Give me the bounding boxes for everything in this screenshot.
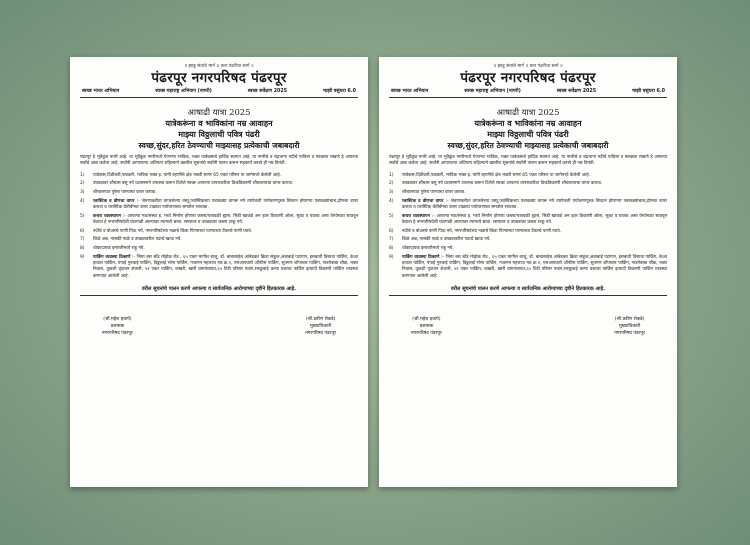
signatory-role: प्रशासक bbox=[110, 323, 125, 329]
list-item bbox=[389, 199, 667, 212]
item-text: :- जेवणाकरीता वापरलेल्या वस्तू,प्लास्टिकच्या पत्रावळ्या वापरू नये त्याऐवजी पर्यावरणपूरक विघटन होणाऱ्या पत्रावळ्यांचाच,द्रोणचा वापर करावा व प्लास्टिक कॅरीबॅगचा वापर टाळावा पर्यावरणाचा समतोल साधावा. bbox=[402, 198, 667, 210]
signatory-office: नगरपरिषद पंढरपूर bbox=[411, 330, 442, 336]
closing-statement: वरील सूचनांचे पालन करणे आपल्या व सार्वजनिक आरोग्याच्या दृष्टीने हितकारक आहे. bbox=[80, 286, 358, 296]
city-title: माझ्या विठ्ठलाची पवित्र पंढरी bbox=[178, 129, 260, 139]
signatory-office: नगरपरिषद पंढरपूर bbox=[102, 330, 133, 336]
list-item bbox=[80, 190, 358, 196]
notice-page-right bbox=[379, 57, 677, 487]
item-heading: पार्किंग व्यवस्था ठिकाणे bbox=[93, 254, 131, 260]
item-text: उघड्यावर शौचास बसू नये प्रशासनाने उपलब्ध करून दिलेले स्वच्छ आपल्या वापराकरिता ठिकठिकाणी शौचालयाचा वापर करावा. bbox=[93, 181, 294, 187]
item-text: :- भिमा बस स्टँड मोहोळ रोड , ६५ एकर मागील बाजू, डॉ. बाबासाहेब आंबेडकर क्रिडा संकुल,अंबाबाई पटांगण, इसबावी विसावा पार्किंग, केआ हाऊस पार्किंग, पंपाई गुरुवाई पार्किंग, विठ्ठलाई भोगा पार्किंग, गजानन महाराज मठ क्र.२, एसआयवारो ऑफीस पार्किंग, सुतगण शॉपाचार पार्किंग, गाडगेबाबा चौक, भक्त निवास, तुळशी वृंदावन शेजारी, ५२ एकर पार्किंग, वाखरी, खारी ग्रामपंचायत,६५ टिडी परिसर पाडंग,सरकुवाई कन्या प्रशाला पार्किंग इत्यादी ठिकाणी पार्किंग व्यवस्था करण्यात आलेली आहे. bbox=[93, 254, 358, 279]
mission-3: स्वच्छ सर्वेक्षण 2025 bbox=[556, 89, 597, 94]
item-text: :- जेवणाकरीता वापरलेल्या वस्तू,प्लास्टिकच्या पत्रावळ्या वापरू नये त्याऐवजी पर्यावरणपूरक विघटन होणाऱ्या पत्रावळ्यांचाच,द्रोणचा वापर करावा व प्लास्टिक कॅरीबॅगचा वापर टाळावा पर्यावरणाचा समतोल साधावा. bbox=[93, 198, 358, 210]
mission-4: माझी वसुंधरा 6.0 bbox=[323, 89, 356, 94]
item-number: 4) bbox=[389, 198, 394, 204]
list-item bbox=[80, 229, 358, 235]
city-title: माझ्या विठ्ठलाची पवित्र पंढरी bbox=[487, 129, 569, 139]
item-heading: कचरा व्यवस्थापन bbox=[93, 213, 121, 219]
list-item bbox=[389, 190, 667, 196]
signature-chief-officer bbox=[305, 316, 336, 337]
signatory-name: (श्री.प्रवीण रोकडे) bbox=[614, 316, 645, 322]
event-title: आषाढी यात्रा 2025 bbox=[496, 107, 560, 117]
list-item bbox=[80, 237, 358, 243]
top-slogan: ॥ झाडू संतांचे मार्ग ॥ करा पंढरीचा स्वर्ग ॥ bbox=[493, 64, 563, 69]
list-item bbox=[80, 214, 358, 227]
signatory-name: (श्री.प्रवीण रोकडे) bbox=[305, 316, 336, 322]
item-number: 1) bbox=[80, 172, 85, 178]
notice-page-left bbox=[70, 57, 368, 487]
item-text: शिळे अन्न, नासकी फळे व उघड्यावरील पदार्थ खाऊ नये. bbox=[402, 237, 491, 243]
item-text: यात्रेकरू,दिंडीकरी,फडकरी, भाविक भक्त इ. यांनी रहाणीचे क्षेत्र भक्ती सागर 65 एकर परिसर या जागेमध्ये केलेली आहे. bbox=[93, 172, 282, 178]
item-number: 6) bbox=[80, 228, 85, 234]
item-number: 3) bbox=[80, 189, 85, 195]
list-item bbox=[389, 255, 667, 280]
item-text: नदीचे व बोअरचे पाणी पिऊ नये, नगरपरिषदेच्या नळाचे किंवा पिण्याच्या पाण्याच्या टँकरचे पाणी प्यावे. bbox=[93, 228, 253, 234]
item-number: 7) bbox=[389, 237, 394, 243]
event-title: आषाढी यात्रा 2025 bbox=[187, 107, 251, 117]
list-item bbox=[80, 173, 358, 179]
item-text: धोकादायक इमारतीमध्ये राहू नये. bbox=[93, 246, 145, 251]
list-item bbox=[389, 214, 667, 227]
item-heading: पार्किंग व्यवस्था ठिकाणे bbox=[402, 254, 440, 260]
item-number: 1) bbox=[389, 172, 394, 178]
item-text: :- आपल्या मठ/संस्था इ. मध्ये निर्माण होणारा कचरा/पत्रावळी ह्यास, सिडी खाकडे अन इतर ठिकाणी ओला, सुका व घातक असा वेगवेगळा साठवून ठेवावा हे नगरपरिषदेची घंटागाडी आल्यावर त्यामध्ये द्यावा. रस्त्यावर व उघड्यावर कचरा टाकू नये. bbox=[402, 213, 667, 225]
item-text: :- आपल्या मठ/संस्था इ. मध्ये निर्माण होणारा कचरा/पत्रावळी ह्यास, सिडी खाकडे अन इतर ठिकाणी ओला, सुका व घातक असा वेगवेगळा साठवून ठेवावा हे नगरपरिषदेची घंटागाडी आल्यावर त्यामध्ये द्यावा. रस्त्यावर व उघड्यावर कचरा टाकू नये. bbox=[93, 213, 358, 225]
top-slogan: ॥ झाडू संतांचे मार्ग ॥ करा पंढरीचा स्वर्ग ॥ bbox=[184, 64, 254, 69]
intro-paragraph: पंढरपूर हे भूवैकुंठ नगरी आहे. या भूवैकुंठ नगरीमध्ये येणाऱ्या भाविक, भक्त यात्रेकरूंचे हार्दिक स्वागत आहे. या नगरीचे व चंद्रभागा नदीचे पावित्र्य व स्वच्छता राखणे हे आपल्या सर्वांचे आद्य कर्तव्य आहे. सर्वांनी आपापल्या अधिपत्य राहिल्याने खालील सूचनांचे सर्वांनी पालन करून सहकार्य करावे ही नम्र विनंती. bbox=[80, 155, 358, 167]
item-number: 2) bbox=[389, 181, 394, 187]
organization-title: पंढरपूर नगरपरिषद पंढरपूर bbox=[151, 70, 287, 86]
mission-line bbox=[80, 88, 358, 98]
item-text: उघड्यावर शौचास बसू नये प्रशासनाने उपलब्ध करून दिलेले स्वच्छ आपल्या वापराकरिता ठिकठिकाणी शौचालयाचा वापर करावा. bbox=[402, 181, 603, 187]
closing-statement: वरील सूचनांचे पालन करणे आपल्या व सार्वजनिक आरोग्याच्या दृष्टीने हितकारक आहे. bbox=[389, 286, 667, 296]
appeal-title: यात्रेकरूंना व भाविकांना नम्र आवाहन bbox=[474, 118, 582, 128]
list-item bbox=[389, 229, 667, 235]
notice-titles bbox=[389, 107, 667, 151]
mission-1: स्वच्छ भारत अभियान bbox=[82, 89, 120, 94]
instruction-list bbox=[80, 173, 358, 280]
item-number: 5) bbox=[80, 213, 85, 219]
list-item bbox=[80, 181, 358, 187]
responsibility-title: स्वच्छ,सुंदर,हरित ठेवण्याची माझ्यासह प्रत्येकाची जबाबदारी bbox=[138, 141, 300, 150]
item-text: शौचालयात पुरेसा पाण्याचा वापर करावा. bbox=[93, 189, 157, 195]
item-text: नदीचे व बोअरचे पाणी पिऊ नये, नगरपरिषदेच्या नळाचे किंवा पिण्याच्या पाण्याच्या टँकरचे पाणी प्यावे. bbox=[402, 228, 562, 234]
mission-line bbox=[389, 88, 667, 98]
item-number: 9) bbox=[80, 254, 85, 260]
mission-2: स्वच्छ महाराष्ट्र अभियान (नागरी) bbox=[155, 89, 212, 94]
intro-paragraph: पंढरपूर हे भूवैकुंठ नगरी आहे. या भूवैकुंठ नगरीमध्ये येणाऱ्या भाविक, भक्त यात्रेकरूंचे हार्दिक स्वागत आहे. या नगरीचे व चंद्रभागा नदीचे पावित्र्य व स्वच्छता राखणे हे आपल्या सर्वांचे आद्य कर्तव्य आहे. सर्वांनी आपापल्या अधिपत्य राहिल्याने खालील सूचनांचे सर्वांनी पालन करून सहकार्य करावे ही नम्र विनंती. bbox=[389, 155, 667, 167]
mission-1: स्वच्छ भारत अभियान bbox=[391, 89, 429, 94]
signature-chief-officer bbox=[614, 316, 645, 337]
signature-administrator bbox=[411, 316, 442, 337]
item-text: यात्रेकरू,दिंडीकरी,फडकरी, भाविक भक्त इ. यांनी रहाणीचे क्षेत्र भक्ती सागर 65 एकर परिसर या जागेमध्ये केलेली आहे. bbox=[402, 172, 591, 178]
responsibility-title: स्वच्छ,सुंदर,हरित ठेवण्याची माझ्यासह प्रत्येकाची जबाबदारी bbox=[447, 141, 609, 150]
signatory-role: प्रशासक bbox=[419, 323, 434, 329]
item-text: शिळे अन्न, नासकी फळे व उघड्यावरील पदार्थ खाऊ नये. bbox=[93, 237, 182, 243]
signature-block bbox=[80, 316, 358, 337]
appeal-title: यात्रेकरूंना व भाविकांना नम्र आवाहन bbox=[165, 118, 273, 128]
list-item bbox=[389, 173, 667, 179]
list-item bbox=[80, 199, 358, 212]
notice-titles bbox=[80, 107, 358, 151]
item-number: 9) bbox=[389, 254, 394, 260]
signatory-name: (श्री.महेश इथापे) bbox=[412, 316, 441, 322]
item-number: 5) bbox=[389, 213, 394, 219]
list-item bbox=[389, 246, 667, 252]
item-number: 6) bbox=[389, 228, 394, 234]
signatory-office: नगरपरिषद पंढरपूर bbox=[305, 330, 336, 336]
list-item bbox=[80, 246, 358, 252]
mission-4: माझी वसुंधरा 6.0 bbox=[632, 89, 665, 94]
signature-block bbox=[389, 316, 667, 337]
signature-administrator bbox=[102, 316, 133, 337]
item-number: 3) bbox=[389, 189, 394, 195]
item-number: 2) bbox=[80, 181, 85, 187]
item-heading: प्लास्टिक व डोणचा वापर bbox=[402, 198, 444, 204]
list-item bbox=[389, 237, 667, 243]
mission-2: स्वच्छ महाराष्ट्र अभियान (नागरी) bbox=[464, 89, 521, 94]
item-number: 7) bbox=[80, 237, 85, 243]
item-number: 8) bbox=[389, 246, 394, 251]
item-text: शौचालयात पुरेसा पाण्याचा वापर करावा. bbox=[402, 189, 466, 195]
organization-title: पंढरपूर नगरपरिषद पंढरपूर bbox=[460, 70, 596, 86]
signatory-role: मुख्याधिकारी bbox=[619, 323, 641, 329]
signatory-role: मुख्याधिकारी bbox=[310, 323, 332, 329]
mission-3: स्वच्छ सर्वेक्षण 2025 bbox=[247, 89, 288, 94]
list-item bbox=[80, 255, 358, 280]
item-text: धोकादायक इमारतीमध्ये राहू नये. bbox=[402, 246, 454, 251]
instruction-list bbox=[389, 173, 667, 280]
item-text: :- भिमा बस स्टँड मोहोळ रोड , ६५ एकर मागील बाजू, डॉ. बाबासाहेब आंबेडकर क्रिडा संकुल,अंबाबाई पटांगण, इसबावी विसावा पार्किंग, केआ हाऊस पार्किंग, पंपाई गुरुवाई पार्किंग, विठ्ठलाई भोगा पार्किंग, गजानन महाराज मठ क्र.२, एसआयवारो ऑफीस पार्किंग, सुतगण शॉपाचार पार्किंग, गाडगेबाबा चौक, भक्त निवास, तुळशी वृंदावन शेजारी, ५२ एकर पार्किंग, वाखरी, खारी ग्रामपंचायत,६५ टिडी परिसर पाडंग,सरकुवाई कन्या प्रशाला पार्किंग इत्यादी ठिकाणी पार्किंग व्यवस्था करण्यात आलेली आहे. bbox=[402, 254, 667, 279]
signatory-name: (श्री.महेश इथापे) bbox=[103, 316, 132, 322]
list-item bbox=[389, 181, 667, 187]
item-number: 4) bbox=[80, 198, 85, 204]
item-heading: कचरा व्यवस्थापन bbox=[402, 213, 430, 219]
signatory-office: नगरपरिषद पंढरपूर bbox=[614, 330, 645, 336]
item-heading: प्लास्टिक व डोणचा वापर bbox=[93, 198, 135, 204]
item-number: 8) bbox=[80, 246, 85, 251]
